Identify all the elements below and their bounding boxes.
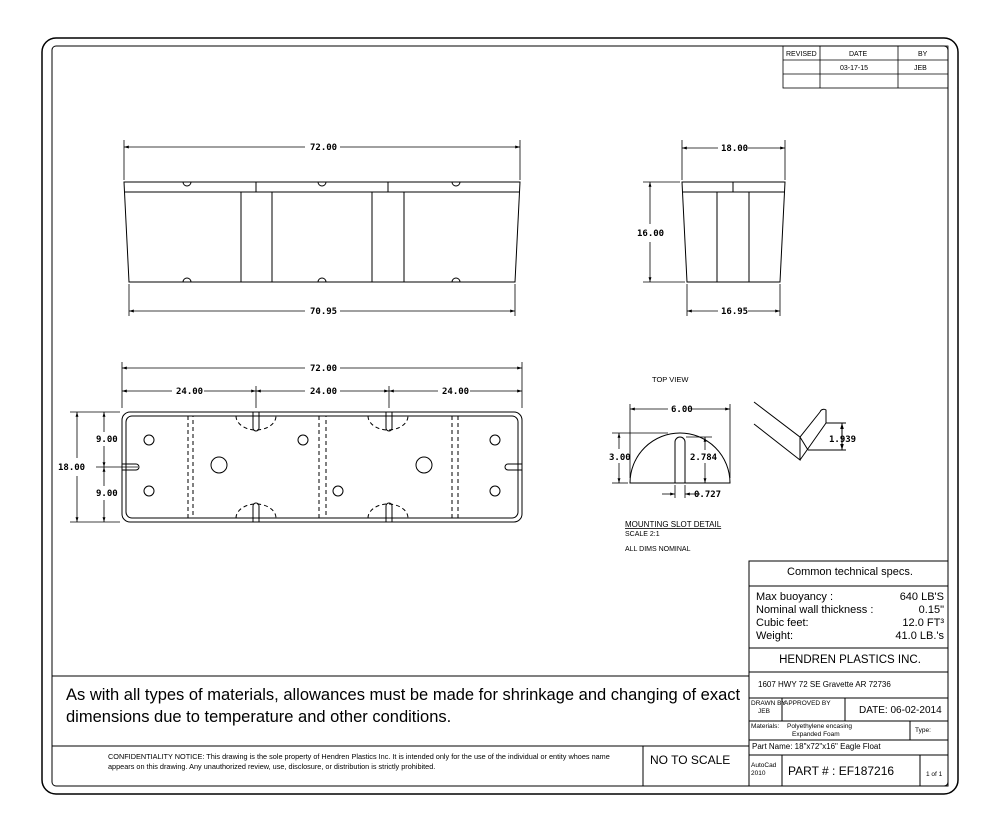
dim-top-seg-2: 24.00 [310, 387, 338, 397]
sheet-number: 1 of 1 [926, 771, 943, 778]
dim-slot-width: 6.00 [671, 405, 693, 415]
spec-value: 0.15" [918, 604, 944, 616]
dim-top-seg-1: 24.00 [176, 387, 204, 397]
dim-top-height: 18.00 [58, 463, 86, 473]
dim-side-bottom: 16.95 [721, 307, 749, 317]
spec-label: Max buoyancy : [756, 591, 834, 603]
software-year: 2010 [751, 770, 766, 777]
software-label: AutoCad [751, 762, 777, 769]
part-number: PART # : EF187216 [788, 764, 895, 778]
dim-front-top: 72.00 [310, 143, 338, 153]
dim-top-overall: 72.00 [310, 364, 338, 374]
drawn-by-label: DRAWN BY [751, 700, 786, 707]
top-view-label: TOP VIEW [652, 375, 689, 384]
spec-row-cubic [756, 617, 944, 629]
mounting-slot-dimensions [612, 404, 730, 498]
type-label: Type: [915, 727, 931, 734]
company-name: HENDREN PLASTICS INC. [779, 654, 921, 666]
rev-by: JEB [914, 65, 927, 72]
rev-header-date: DATE [849, 51, 868, 58]
mounting-slot-scale: SCALE 2:1 [625, 531, 660, 538]
dim-slot-width-small: 0.727 [694, 490, 722, 500]
side-dimensions [643, 140, 785, 316]
materials-value: Polyethylene encasing [787, 723, 853, 730]
drawn-by-value: JEB [758, 708, 770, 715]
rev-header-revised: REVISED [786, 51, 817, 58]
drawing-date: DATE: 06-02-2014 [859, 705, 942, 716]
part-name: Part Name: 18"x72"x16" Eagle Float [752, 742, 881, 751]
spec-value: 640 LB'S [899, 591, 944, 603]
dim-slot-depth: 2.784 [690, 453, 718, 463]
dim-side-top: 18.00 [721, 144, 749, 154]
spec-row-weight [756, 630, 944, 642]
front-view [124, 182, 520, 282]
mounting-slot-note: ALL DIMS NOMINAL [625, 546, 691, 553]
dim-top-half-1: 9.00 [96, 435, 118, 445]
spec-row-wall [756, 604, 944, 616]
specs-title: Common technical specs. [787, 566, 913, 578]
shrinkage-note: As with all types of materials, allowances must be made for shrinkage and changing of exact dimensions due to temperature and other conditions. [66, 686, 741, 726]
spec-value: 12.0 FT³ [902, 617, 944, 629]
spec-value: 41.0 LB.'s [895, 630, 944, 642]
dim-top-seg-3: 24.00 [442, 387, 470, 397]
dim-top-half-2: 9.00 [96, 489, 118, 499]
not-to-scale-label: NO TO SCALE [650, 753, 731, 767]
company-address: 1607 HWY 72 SE Gravette AR 72736 [758, 680, 891, 689]
dim-iso: 1.939 [829, 435, 857, 445]
rev-header-by: BY [918, 51, 928, 58]
top-view [122, 412, 522, 522]
spec-label: Weight: [756, 630, 794, 642]
spec-label: Cubic feet: [756, 617, 809, 629]
materials-label: Materials: [751, 723, 780, 730]
approved-by-label: APPROVED BY [784, 700, 831, 707]
spec-row-buoyancy [756, 591, 944, 603]
dim-front-bottom: 70.95 [310, 307, 338, 317]
side-view [682, 182, 785, 282]
materials-value-2: Expanded Foam [792, 731, 840, 738]
spec-label: Nominal wall thickness : [756, 604, 874, 616]
rev-date: 03-17-15 [840, 65, 869, 72]
dim-slot-height: 3.00 [609, 453, 631, 463]
mounting-slot-title: MOUNTING SLOT DETAIL [625, 520, 722, 529]
dim-side-height: 16.00 [637, 229, 665, 239]
top-view-dimensions [70, 362, 522, 522]
confidentiality-notice: CONFIDENTIALITY NOTICE: This drawing is the sole property of Hendren Plastics Inc. It is intended only for the use of the individual or entity whoes name appears on this drawing. Any unauthorized review, use, disclosure, or distribution is strictly prohibited. [108, 752, 610, 771]
front-dimensions [124, 140, 520, 316]
isometric-slot-sketch [754, 402, 846, 460]
